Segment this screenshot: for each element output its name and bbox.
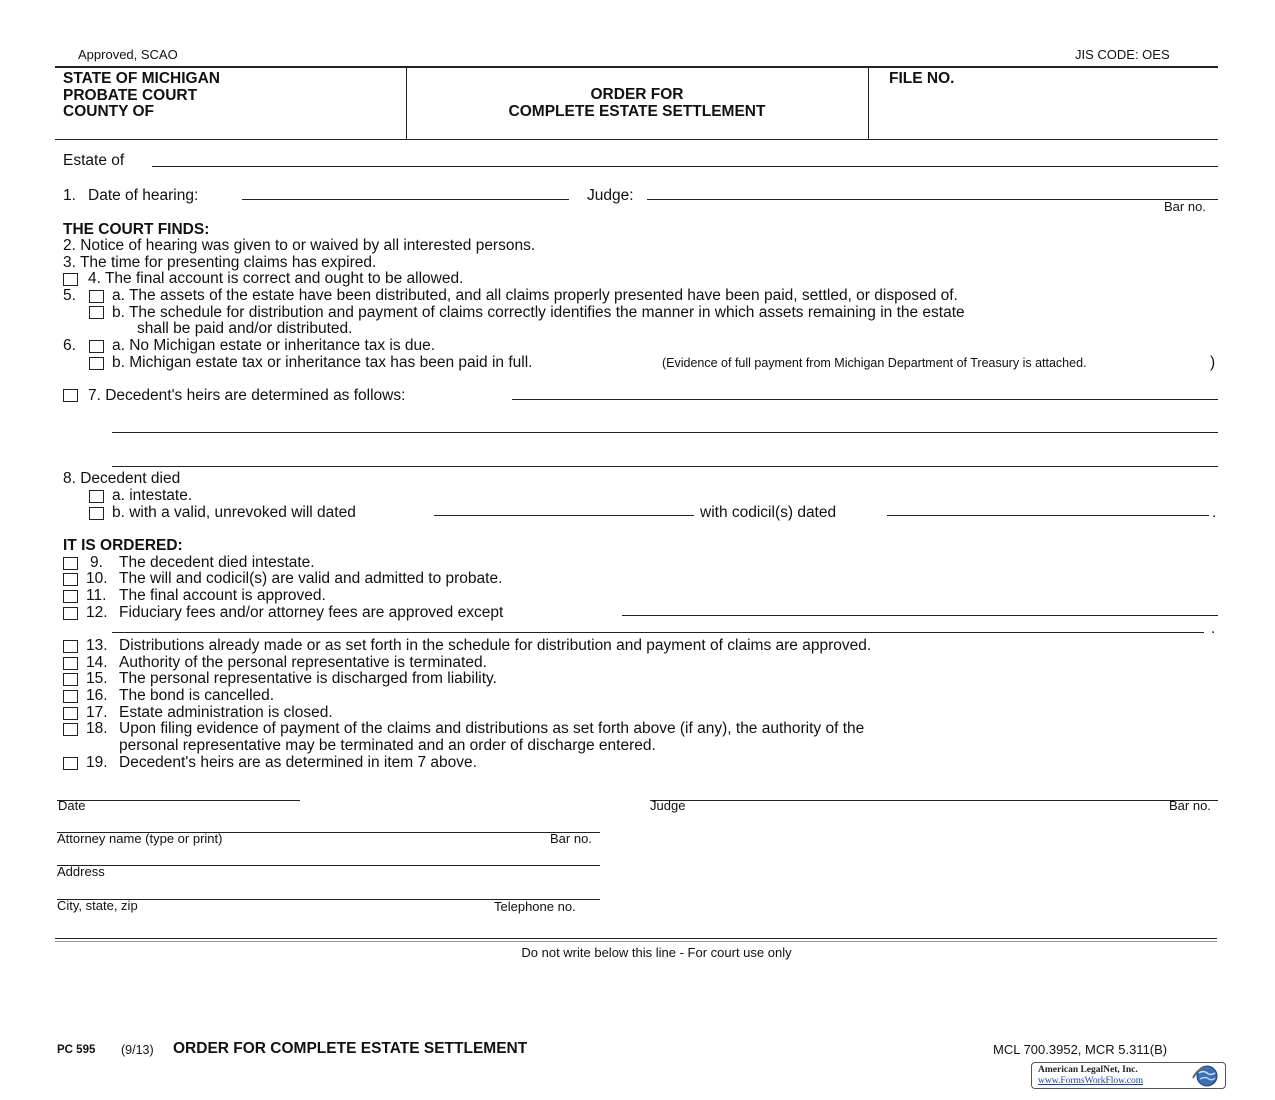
finding-7-checkbox[interactable] [63, 389, 78, 402]
finding-2: 2. Notice of hearing was given to or waived by all interested persons. [63, 237, 536, 254]
attorney-name-label: Attorney name (type or print) [57, 831, 223, 846]
order-item-text: The will and codicil(s) are valid and admitted to probate. [119, 570, 503, 587]
finding-8b-checkbox[interactable] [89, 507, 104, 520]
finding-5b-checkbox[interactable] [89, 306, 104, 319]
order-number: 12. [86, 604, 108, 621]
finding-3: 3. The time for presenting claims has expired. [63, 254, 377, 271]
judge-label: Judge: [587, 187, 634, 204]
order-13-checkbox[interactable] [63, 640, 78, 653]
telephone-label: Telephone no. [494, 899, 576, 914]
court-use-notice: Do not write below this line - For court use only [521, 945, 792, 960]
publisher-link[interactable]: www.FormsWorkFlow.com [1038, 1076, 1144, 1086]
order-item-text: The bond is cancelled. [119, 687, 275, 704]
finding-4: 4. The final account is correct and ought to be allowed. [88, 270, 464, 287]
header-bottom-rule [55, 139, 1218, 140]
hearing-date-label: Date of hearing: [88, 187, 199, 204]
codicil-date-field[interactable] [887, 515, 1209, 516]
finding-6b-close: ) [1210, 354, 1216, 371]
order-10-checkbox[interactable] [63, 573, 78, 586]
file-no-label: FILE NO. [889, 70, 955, 87]
footer-title: ORDER FOR COMPLETE ESTATE SETTLEMENT [173, 1040, 528, 1057]
finding-6a: a. No Michigan estate or inheritance tax is due. [112, 337, 436, 354]
finding-7: 7. Decedent's heirs are determined as follows: [88, 387, 406, 404]
court-label: PROBATE COURT [63, 87, 198, 104]
finding-8a: a. intestate. [112, 487, 193, 504]
order-number: 18. [86, 720, 108, 737]
heirs-field-line1[interactable] [512, 399, 1218, 400]
signature-date-field[interactable] [57, 800, 300, 801]
approved-label: Approved, SCAO [78, 47, 178, 62]
finding-5-number: 5. [63, 287, 76, 304]
judge-field[interactable] [647, 199, 1218, 200]
hearing-date-field[interactable] [242, 199, 569, 200]
finding-4-checkbox[interactable] [63, 273, 78, 286]
jis-code: JIS CODE: OES [1075, 47, 1170, 62]
order-item-text: The decedent died intestate. [119, 554, 315, 571]
order-11-checkbox[interactable] [63, 590, 78, 603]
order-number: 9. [90, 554, 103, 571]
order-number: 19. [86, 754, 108, 771]
finding-6b-note: (Evidence of full payment from Michigan Department of Treasury is attached. [662, 356, 1087, 370]
finding-6b-checkbox[interactable] [89, 357, 104, 370]
globe-icon [1190, 1064, 1224, 1088]
order-18-checkbox[interactable] [63, 723, 78, 736]
fees-exception-field-line2[interactable] [112, 632, 1204, 633]
order-17-checkbox[interactable] [63, 707, 78, 720]
address-field[interactable] [57, 865, 600, 866]
order-item-text: Estate administration is closed. [119, 704, 333, 721]
order-item-text: The final account is approved. [119, 587, 326, 604]
finding-8b: b. with a valid, unrevoked will dated [112, 504, 356, 521]
finding-5b-line2: shall be paid and/or distributed. [137, 320, 353, 337]
order-16-checkbox[interactable] [63, 690, 78, 703]
publisher-badge [1031, 1062, 1226, 1089]
court-finds-heading: THE COURT FINDS: [63, 221, 210, 238]
order-item-text: Fiduciary fees and/or attorney fees are approved except [119, 604, 504, 621]
codicil-period: . [1212, 504, 1217, 521]
county-label: COUNTY OF [63, 103, 154, 120]
order-item-text: Authority of the personal representative is terminated. [119, 654, 487, 671]
publisher-name: American LegalNet, Inc. [1038, 1065, 1138, 1075]
estate-of-label: Estate of [63, 152, 125, 169]
order-19-checkbox[interactable] [63, 757, 78, 770]
finding-5a-checkbox[interactable] [89, 290, 104, 303]
order-12-checkbox[interactable] [63, 607, 78, 620]
address-label: Address [57, 864, 105, 879]
signature-date-label: Date [58, 798, 86, 813]
city-state-zip-label: City, state, zip [57, 898, 138, 913]
judge-signature-bar-no: Bar no. [1169, 798, 1211, 813]
order-number: 14. [86, 654, 108, 671]
ordered-heading: IT IS ORDERED: [63, 537, 183, 554]
footer-form-no: PC 595 [57, 1044, 96, 1056]
order-number: 11. [86, 587, 107, 604]
finding-5a: a. The assets of the estate have been distributed, and all claims properly presented have been paid, settled, or disposed of. [112, 287, 958, 304]
finding-8: 8. Decedent died [63, 470, 181, 487]
footer-statute: MCL 700.3952, MCR 5.311(B) [993, 1042, 1168, 1057]
fees-period: . [1211, 620, 1216, 637]
order-number: 17. [86, 704, 108, 721]
order-item-text: Upon filing evidence of payment of the claims and distributions as set forth above (if any), the authority of the [119, 720, 865, 737]
state-label: STATE OF MICHIGAN [63, 70, 220, 87]
order-9-checkbox[interactable] [63, 557, 78, 570]
order-14-checkbox[interactable] [63, 657, 78, 670]
judge-signature-label: Judge [650, 798, 686, 813]
finding-8a-checkbox[interactable] [89, 490, 104, 503]
order-number: 15. [86, 670, 108, 687]
finding-6b: b. Michigan estate tax or inheritance tax has been paid in full. [112, 354, 533, 371]
order-15-checkbox[interactable] [63, 673, 78, 686]
heirs-field-line2[interactable] [112, 432, 1218, 433]
order-18-continued: personal representative may be terminated and an order of discharge entered. [119, 737, 656, 754]
estate-name-field[interactable] [152, 166, 1218, 167]
header-top-rule [55, 66, 1218, 68]
order-item-text: Decedent's heirs are as determined in item 7 above. [119, 754, 477, 771]
fees-exception-field-line1[interactable] [622, 615, 1218, 616]
heirs-field-line3[interactable] [112, 466, 1218, 467]
finding-5b-line1: b. The schedule for distribution and payment of claims correctly identifies the manner in which assets remaining in the estate [112, 304, 965, 321]
order-number: 13. [86, 637, 108, 654]
item1-number: 1. [63, 187, 76, 204]
attorney-bar-no-label: Bar no. [550, 831, 592, 846]
order-number: 10. [86, 570, 108, 587]
order-number: 16. [86, 687, 108, 704]
codicil-label: with codicil(s) dated [700, 504, 837, 521]
header-divider-2 [868, 66, 869, 139]
order-item-text: Distributions already made or as set forth in the schedule for distribution and payment of claims are approved. [119, 637, 872, 654]
judge-signature-field[interactable] [650, 800, 1218, 801]
finding-6a-checkbox[interactable] [89, 340, 104, 353]
court-use-rule-1 [55, 938, 1217, 939]
court-use-rule-2 [55, 941, 1217, 942]
form-title-line1: ORDER FOR [590, 86, 684, 103]
order-item-text: The personal representative is discharged from liability. [119, 670, 497, 687]
finding-6-number: 6. [63, 337, 76, 354]
will-date-field[interactable] [434, 515, 694, 516]
form-title-line2: COMPLETE ESTATE SETTLEMENT [508, 103, 766, 120]
judge-bar-no-label: Bar no. [1164, 199, 1206, 214]
footer-revision: (9/13) [121, 1043, 154, 1057]
